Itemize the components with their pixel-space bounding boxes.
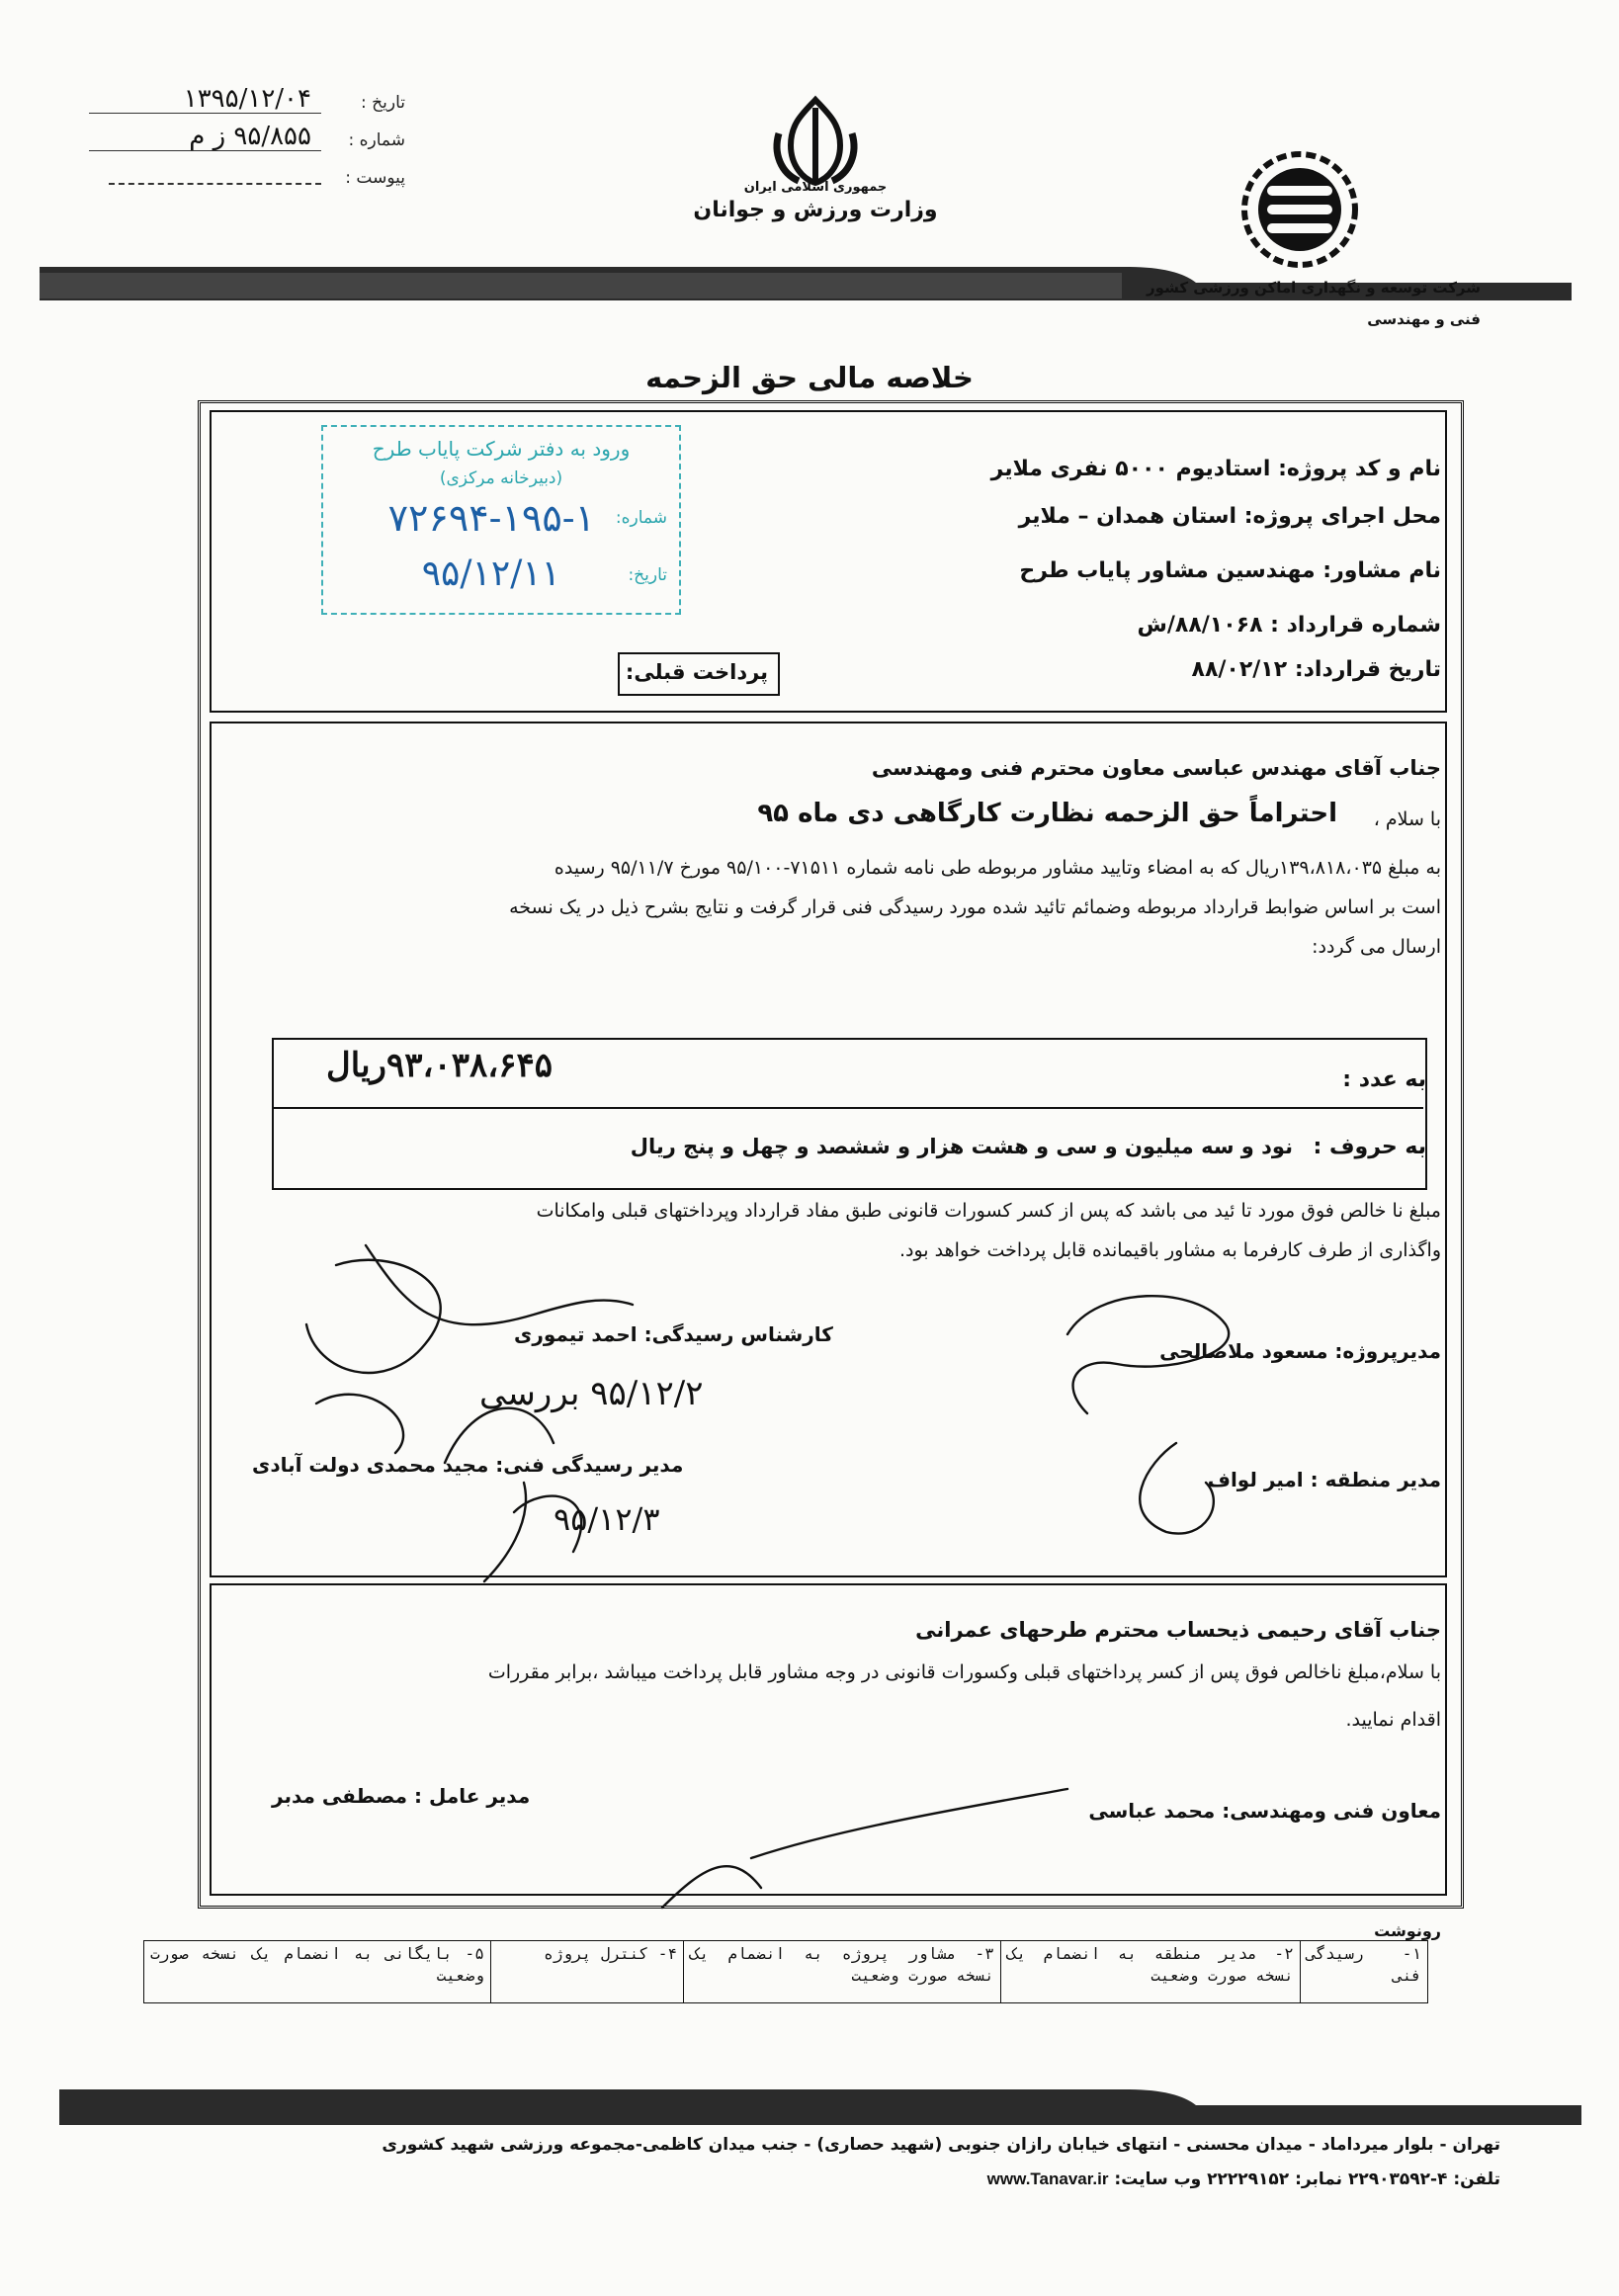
- tech-manager-signature: [484, 1483, 581, 1581]
- letter-meta: [89, 84, 405, 197]
- signatures-scribbles: [277, 1226, 969, 1601]
- handwritten-date: ۹۵/۱۲/۳: [554, 1500, 660, 1538]
- deputy-signature-label: معاون فنی ومهندسی: محمد عباسی: [1088, 1799, 1441, 1823]
- reviewer-signature-label: کارشناس رسیدگی: احمد تیموری: [514, 1322, 833, 1346]
- footer-address: تهران - بلوار میرداماد - میدان محسنی - انتهای خیابان رازان جنوبی (شهید حصاری) - جنب میدان کاظمی-مجموعه ورزشی شهید کشوری: [382, 2135, 1500, 2155]
- reviewer-signature: [306, 1245, 633, 1373]
- copy-item: ۵- بایگانی به انضمام یک نسخه صورت وضعیت: [144, 1941, 491, 2003]
- number-value: ۹۵/۸۵۵ ز م: [189, 122, 311, 151]
- contract-date: تاریخ قرارداد: ۸۸/۰۲/۱۲: [1191, 657, 1441, 682]
- stamp-date-value: ۹۵/۱۲/۱۱: [421, 553, 560, 594]
- stamp-line1: ورود به دفتر شرکت پایاب طرح: [372, 437, 631, 461]
- footer-phone: [987, 2169, 1500, 2189]
- ceo-signature-label: مدیر عامل : مصطفی مدبر: [272, 1784, 531, 1808]
- addressee-technical: جناب آقای مهندس عباسی معاون محترم فنی ومهندسی: [871, 756, 1441, 780]
- copy-item: ۱- رسیدگی فنی: [1300, 1941, 1427, 2003]
- handwritten-review-note: ۹۵/۱۲/۲ بررسی: [479, 1374, 704, 1413]
- previous-payment-label: پرداخت قبلی:: [625, 660, 769, 684]
- amount-words-label: به حروف :: [1313, 1135, 1426, 1159]
- greeting: با سلام ،: [1373, 808, 1441, 830]
- body-line-3: ارسال می گردد:: [1312, 936, 1441, 958]
- copy-item: ۳- مشاور پروژه به انضمام یک نسخه صورت وضعیت: [683, 1941, 1000, 2003]
- note-line-1: مبلغ نا خالص فوق مورد تا ئید می باشد که پس از کسر کسورات قانونی طبق مفاد قرارداد وپرداختهای قبلی وامکانات: [536, 1200, 1441, 1222]
- body-line-2: است بر اساس ضوابط قرارداد مربوطه وضمائم تائید شده مورد رسیدگی فنی قرار گرفت و نتایج بشرح ذیل در یک نسخه: [509, 896, 1441, 918]
- region-manager-signature-label: مدیر منطقه : امیر لواف: [1207, 1468, 1441, 1491]
- project-manager-signature: [1028, 1275, 1324, 1572]
- copy-item: ۴- کنترل پروژه: [490, 1941, 683, 2003]
- review-date-scribble: [316, 1395, 554, 1463]
- company-block: [1105, 267, 1481, 330]
- number-row: [89, 122, 405, 159]
- addressee-treasury: جناب آقای رحیمی ذیحساب محترم طرحهای عمرانی: [915, 1618, 1441, 1642]
- company-name: شرکت توسعه و نگهداری اماکن ورزشی کشور: [1147, 279, 1481, 297]
- treasury-line-2: اقدام نمایید.: [1345, 1709, 1441, 1731]
- amount-words-value: نود و سه میلیون و سی و هشت هزار و ششصد و چهل و پنج ریال: [630, 1135, 1293, 1158]
- project-location: محل اجرای پروژه: استان همدان – ملایر: [1018, 504, 1441, 529]
- date-value: ۱۳۹۵/۱۲/۰۴: [183, 84, 311, 114]
- stamp-number-value: ۷۲۶۹۴-۱۹۵-۱: [387, 496, 595, 540]
- deputy-signature: [642, 1769, 1087, 1917]
- body-line-1: به مبلغ ۱۳۹،۸۱۸،۰۳۵ریال که به امضاء وتایید مشاور مربوطه طی نامه شماره ۷۱۵۱۱-۹۵/۱۰۰ مورخ ۹۵/۱۱/۷ رسیده: [554, 857, 1441, 879]
- date-row: [89, 84, 405, 122]
- copies-table: [143, 1940, 1428, 2003]
- received-stamp: [321, 425, 681, 615]
- attachment-label: پیوست :: [345, 168, 405, 188]
- stamp-number-label: شماره:: [615, 508, 667, 528]
- department-name: فنی و مهندسی: [1367, 310, 1481, 328]
- ministry-name: وزارت ورزش و جوانان: [693, 198, 938, 222]
- date-label: تاریخ :: [361, 93, 405, 113]
- footer-band: [59, 2083, 1581, 2125]
- stamp-line2: (دبیرخانه مرکزی): [439, 468, 563, 488]
- footer-phone-text: تلفن: ۴-۲۲۹۰۳۵۹۲ نمابر: ۲۲۲۲۹۱۵۲ وب سایت:: [1114, 2169, 1500, 2189]
- copies-title: رونوشت: [1374, 1921, 1441, 1940]
- document-title: خلاصه مالی حق الزحمه: [645, 361, 974, 394]
- amount-value: ۹۳،۰۳۸،۶۴۵ریال: [326, 1046, 553, 1085]
- consultant-name: نام مشاور: مهندسین مشاور پایاب طرح: [1019, 558, 1441, 583]
- footer-website[interactable]: www.Tanavar.ir: [986, 2169, 1109, 2188]
- project-name: نام و کد پروژه: استادیوم ۵۰۰۰ نفری ملایر: [990, 457, 1441, 481]
- republic-text: جمهوری اسلامی ایران: [743, 180, 888, 195]
- company-logo-icon: [1226, 148, 1374, 272]
- stamp-date-label: تاریخ:: [628, 565, 667, 585]
- number-label: شماره :: [348, 130, 405, 150]
- contract-number: شماره قرارداد : ۸۸/۱۰۶۸/ش: [1137, 613, 1441, 638]
- amount-label: به عدد :: [1342, 1067, 1426, 1092]
- attachment-row: [89, 159, 405, 197]
- tech-review-manager-signature-label: مدیر رسیدگی فنی: مجید محمدی دولت آبادی: [252, 1453, 684, 1477]
- subject-line: احتراماً حق الزحمه نظارت کارگاهی دی ماه ۹۵: [757, 799, 1337, 828]
- project-manager-signature-label: مدیرپروژه: مسعود ملاصالحی: [1159, 1339, 1441, 1363]
- iran-emblem-icon: [761, 94, 870, 188]
- copy-item: ۲- مدیر منطقه به انضمام یک نسخه صورت وضعیت: [1000, 1941, 1300, 2003]
- treasury-line-1: با سلام،مبلغ ناخالص فوق پس از کسر پرداختهای قبلی وکسورات قانونی در وجه مشاور قابل پرداخت میباشد ،برابر مقررات: [487, 1661, 1441, 1683]
- note-line-2: واگذاری از طرف کارفرما به مشاور باقیمانده قابل پرداخت خواهد بود.: [898, 1239, 1441, 1261]
